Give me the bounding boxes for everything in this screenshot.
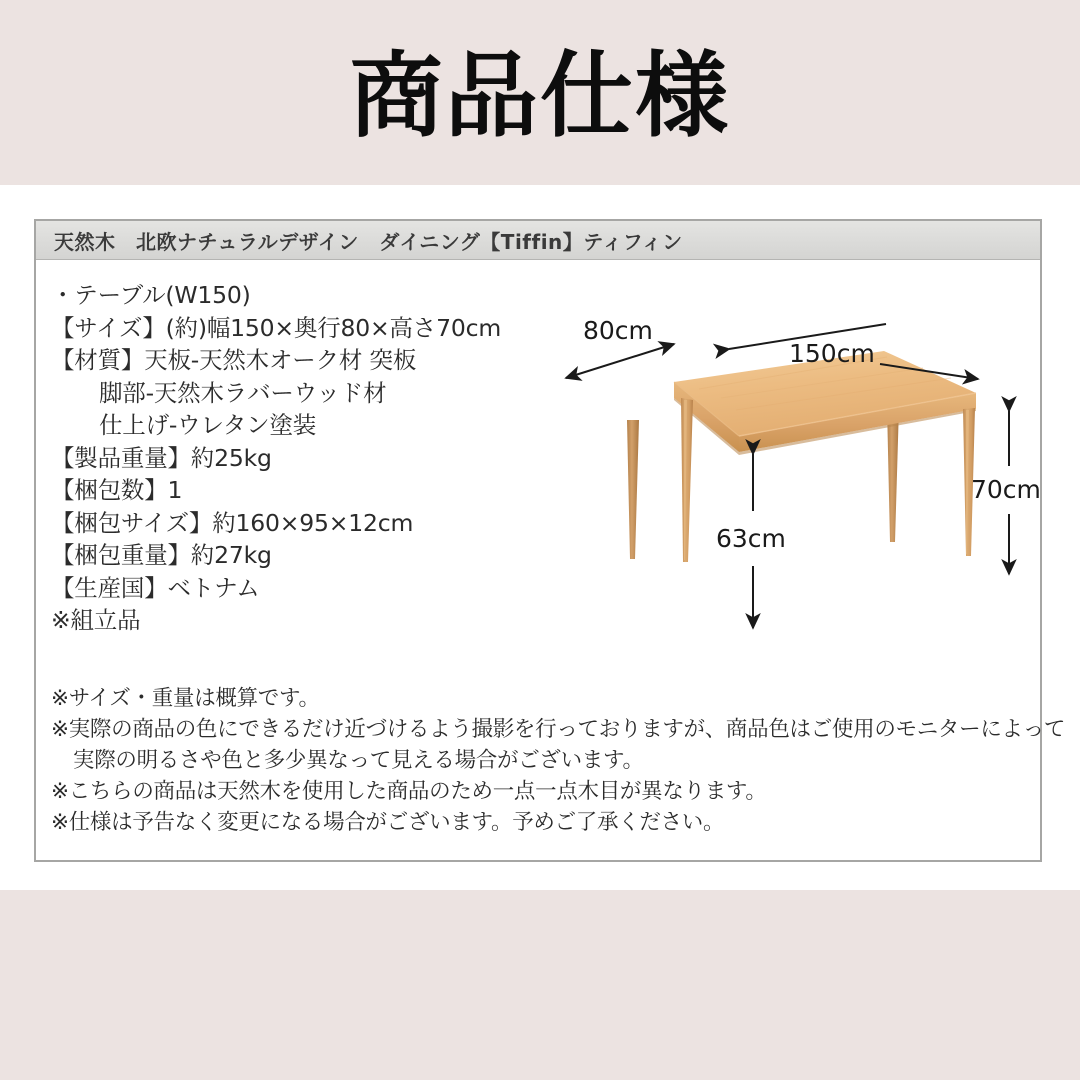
panel-header [36, 221, 1040, 260]
spec-line: 【材質】天板-天然木オーク材 突板 [51, 346, 417, 374]
spec-line: ・テーブル(W150) [51, 281, 251, 309]
dimension-label-depth: 80cm [583, 316, 653, 345]
dimension-height-70cm [971, 411, 1041, 574]
spec-line: 【梱包数】1 [51, 476, 183, 504]
dimension-clearance-63cm [716, 454, 786, 628]
bottom-decorative-band [0, 890, 1080, 1080]
note-line: ※サイズ・重量は概算です。 [51, 686, 320, 711]
footer-notes [51, 683, 1066, 838]
dimension-depth-80cm [566, 316, 674, 378]
spec-line: 【梱包サイズ】約160×95×12cm [51, 508, 414, 537]
panel-header-title: 天然木 北欧ナチュラルデザイン ダイニング【Tiffin】ティフィン [54, 229, 683, 254]
spec-line: 仕上げ-ウレタン塗装 [99, 411, 317, 439]
note-line: ※実際の商品の色にできるだけ近づけるよう撮影を行っておりますが、商品色はご使用のモニターによって [51, 717, 1066, 742]
note-line: ※仕様は予告なく変更になる場合がございます。予めご了承ください。 [51, 810, 725, 835]
dimension-label-clearance: 63cm [716, 524, 786, 553]
spec-line: ※組立品 [51, 606, 141, 634]
note-line: ※こちらの商品は天然木を使用した商品のため一点一点木目が異なります。 [51, 779, 767, 804]
spec-line: 【サイズ】(約)幅150×奥行80×高さ70cm [51, 313, 502, 342]
note-line: 実際の明るさや色と多少異なって見える場合がございます。 [73, 748, 644, 773]
dimension-label-height: 70cm [971, 475, 1041, 504]
page-title: 商品仕様 [350, 42, 730, 150]
spec-line: 【製品重量】約25kg [51, 443, 272, 472]
table-leg-back-left [627, 420, 639, 559]
spec-line: 脚部-天然木ラバーウッド材 [99, 378, 387, 407]
table-dimension-diagram [531, 316, 1041, 686]
spec-panel [34, 219, 1066, 862]
spec-line: 【生産国】ベトナム [51, 573, 260, 602]
table-leg-front-left [681, 398, 693, 562]
spec-line: 【梱包重量】約27kg [51, 541, 272, 569]
spec-list [51, 279, 521, 637]
dimension-label-width: 150cm [789, 339, 875, 368]
